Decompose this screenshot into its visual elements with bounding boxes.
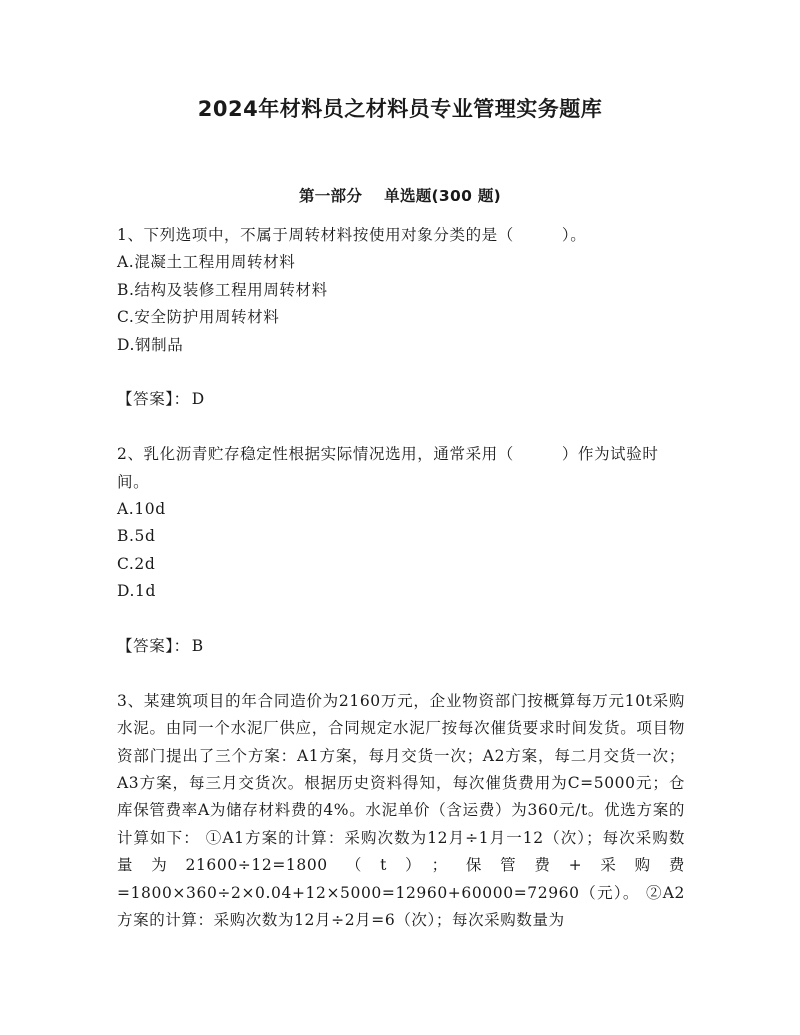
answer-label: 【答案】：	[117, 637, 190, 656]
answer-value: B	[191, 637, 204, 656]
option-d: D.1d	[117, 582, 156, 601]
option-list	[117, 496, 685, 606]
question-stem-text: 1、下列选项中，不属于周转材料按使用对象分类的是（	[117, 226, 514, 244]
option-b: B.结构及装修工程用周转材料	[117, 280, 328, 299]
option-d: D.钢制品	[117, 335, 184, 354]
question-stem-text: 2、乳化沥青贮存稳定性根据实际情况选用，通常采用（	[117, 445, 514, 464]
question-list	[117, 222, 685, 935]
question-3	[117, 688, 685, 935]
answer-line	[117, 386, 685, 413]
option-c: C.安全防护用周转材料	[117, 308, 280, 327]
question-2	[117, 441, 685, 660]
option-list	[117, 249, 685, 359]
option-a: A.混凝土工程用周转材料	[117, 253, 296, 272]
option-c: C.2d	[117, 554, 156, 573]
question-stem-end: ）作为试验时间。	[117, 445, 659, 491]
question-stem	[117, 222, 685, 249]
answer-label: 【答案】：	[117, 390, 190, 409]
option-b: B.5d	[117, 527, 156, 546]
question-stem-end: ）。	[561, 226, 587, 244]
question-stem	[117, 441, 685, 496]
answer-value: D	[191, 390, 205, 409]
answer-line	[117, 633, 685, 660]
document-title: 2024年材料员之材料员专业管理实务题库	[197, 97, 603, 121]
option-a: A.10d	[117, 500, 166, 519]
section-name: 单选题(300 题)	[384, 187, 502, 205]
section-part: 第一部分	[298, 187, 363, 205]
question-1	[117, 222, 685, 414]
section-heading	[0, 184, 800, 208]
question-stem: 3、某建筑项目的年合同造价为2160万元，企业物资部门按概算每万元10t采购水泥。由同一个水泥厂供应，合同规定水泥厂按每次催货要求时间发货。项目物资部门提出了三个方案：A1方案，每月交货一次；A2方案，每二月交货一次；A3方案，每三月交货次。根据历史资料得知，每次催货费用为C=5000元；仓库保管费率A为储存材料费的4%。水泥单价（含运费）为360元/t。优选方案的计算如下： ①A1方案的计算：采购次数为12月÷1月一12（次）；每次采购数量为21600÷12=1800（t）；保管费+采购费=1800×360÷2×0.04+12×5000=12960+60000=72960（元）。 ②A2方案的计算：采购次数为12月÷2月=6（次）；每次采购数量为	[117, 691, 685, 930]
